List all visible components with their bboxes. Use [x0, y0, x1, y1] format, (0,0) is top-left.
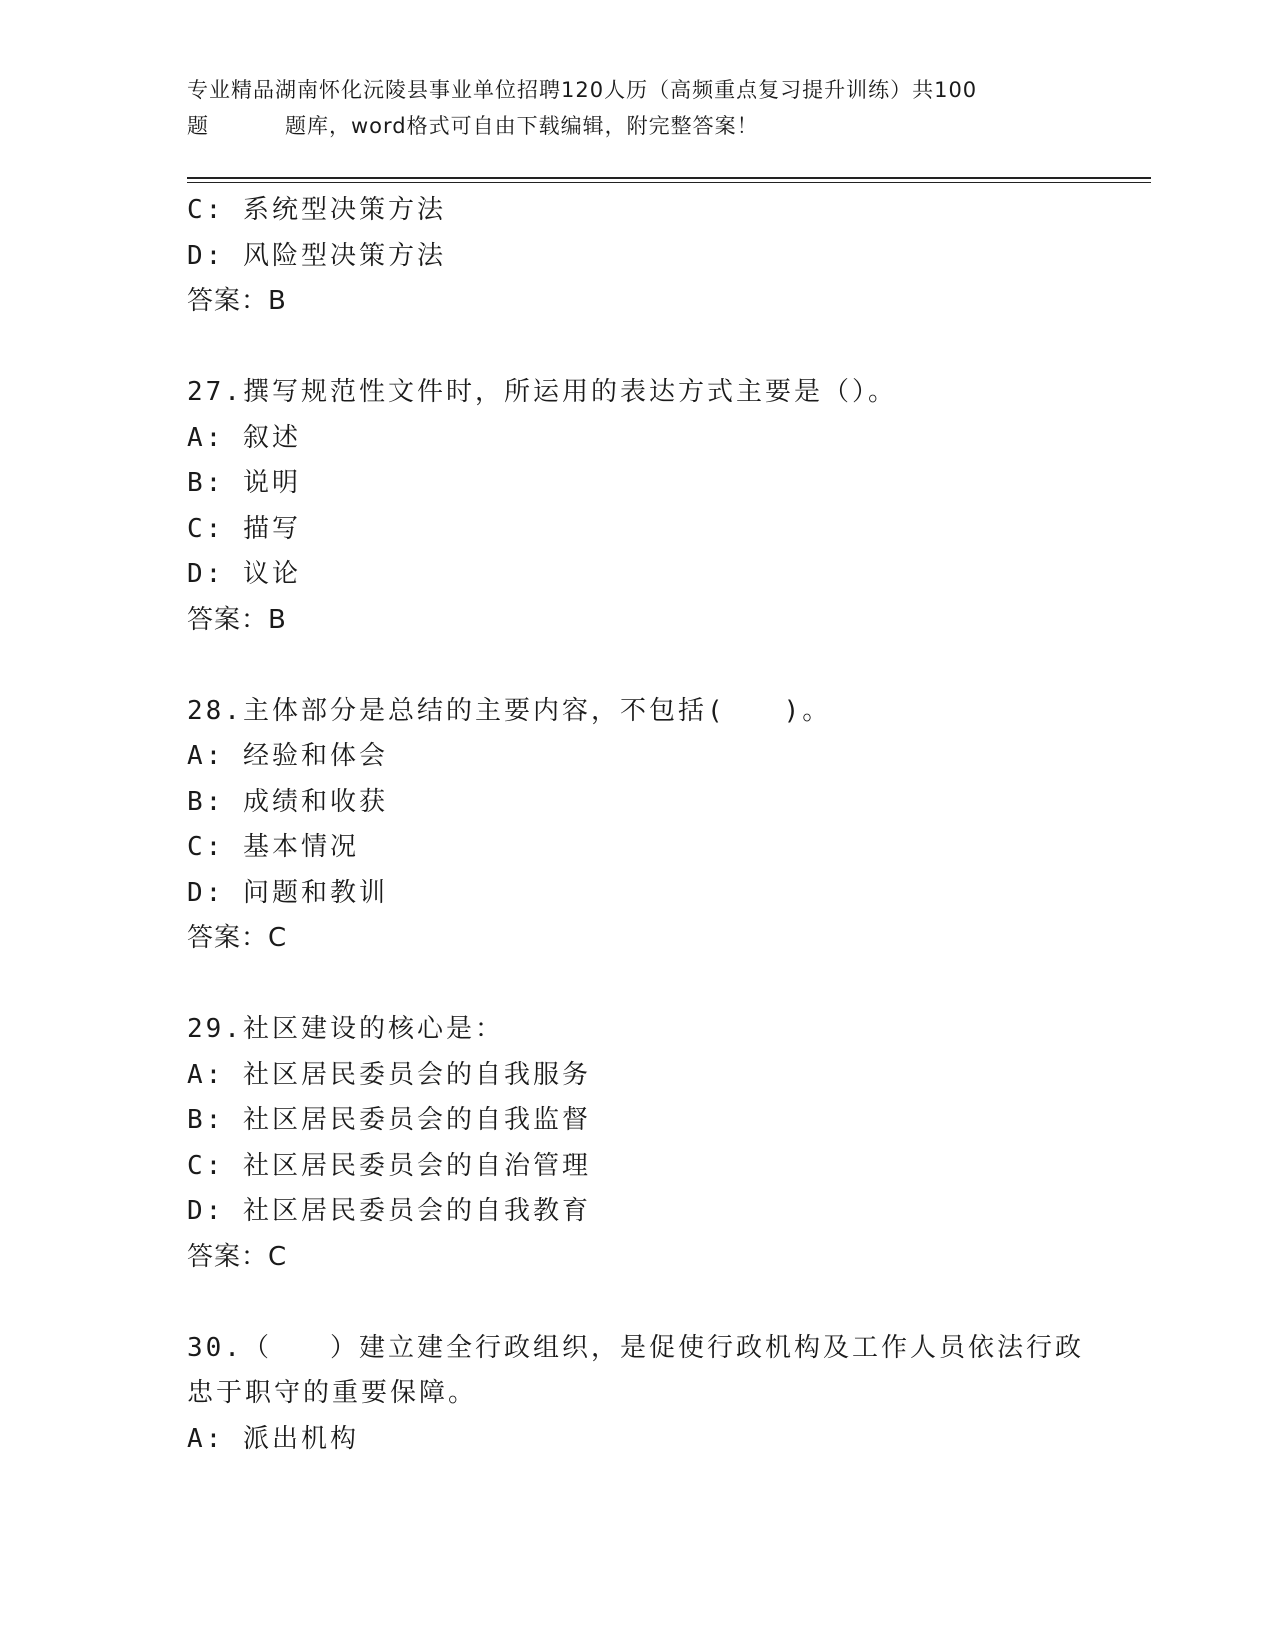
question-26-continuation [187, 188, 1087, 325]
question-stem: 28.主体部分是总结的主要内容，不包括( )。 [187, 695, 832, 726]
option-text: 描写 [242, 513, 301, 544]
option-text: 派出机构 [242, 1423, 359, 1454]
option-text: 议论 [242, 559, 301, 589]
option-text: 社区居民委员会的自我监督 [242, 1105, 591, 1135]
option-c [187, 1144, 1087, 1190]
answer-line: 答案：C [187, 923, 288, 953]
option-c [187, 188, 1087, 234]
option-label: A: [187, 741, 225, 771]
question-stem-line-1: 30.（ ）建立建全行政组织，是促使行政机构及工作人员依法行政 [187, 1332, 1084, 1363]
option-a [187, 1417, 1087, 1463]
option-text: 社区居民委员会的自治管理 [242, 1150, 591, 1181]
header-title-line-1: 专业精品湖南怀化沅陵县事业单位招聘120人历（高频重点复习提升训练）共100 [187, 78, 978, 102]
option-label: A: [187, 1059, 225, 1090]
option-label: D: [187, 559, 225, 589]
option-text: 问题和教训 [242, 877, 388, 908]
answer-line: 答案：B [187, 604, 287, 635]
option-label: B: [187, 786, 225, 817]
option-text: 风险型决策方法 [242, 240, 446, 271]
question-29 [187, 1007, 1087, 1280]
option-label: A: [187, 422, 225, 453]
answer-line: 答案：C [187, 1241, 288, 1272]
header-title-line-2 [187, 108, 1087, 144]
option-label: C: [187, 195, 225, 225]
option-label: C: [187, 1150, 225, 1181]
option-a [187, 416, 1087, 462]
option-d [187, 871, 1087, 917]
option-b [187, 780, 1087, 826]
header-rule-thin [187, 182, 1151, 183]
option-label: C: [187, 832, 225, 862]
question-28 [187, 689, 1087, 962]
option-label: D: [187, 240, 225, 271]
question-stem: 27.撰写规范性文件时，所运用的表达方式主要是（）。 [187, 377, 897, 407]
question-30 [187, 1326, 1087, 1463]
header-title-line-2-start: 题 [187, 114, 209, 138]
document-body [187, 188, 1087, 1462]
header-rule-thick [187, 177, 1151, 179]
option-label: D: [187, 1196, 225, 1226]
question-stem-line-2: 忠于职守的重要保障。 [187, 1378, 478, 1408]
option-label: D: [187, 877, 225, 908]
option-text: 成绩和收获 [242, 786, 388, 817]
option-b [187, 1098, 1087, 1144]
option-c [187, 507, 1087, 553]
header-title-line-2-rest: 题库，word格式可自由下载编辑，附完整答案！ [285, 114, 759, 138]
option-d [187, 1189, 1087, 1235]
option-text: 基本情况 [242, 832, 359, 862]
option-text: 说明 [242, 468, 301, 498]
question-27 [187, 370, 1087, 643]
option-d [187, 552, 1087, 598]
option-label: A: [187, 1423, 225, 1454]
option-text: 叙述 [242, 422, 301, 453]
option-label: B: [187, 468, 225, 498]
page-header [187, 72, 1087, 144]
option-a [187, 1053, 1087, 1099]
option-a [187, 734, 1087, 780]
option-text: 系统型决策方法 [242, 195, 446, 225]
option-text: 社区居民委员会的自我服务 [242, 1059, 591, 1090]
option-label: B: [187, 1105, 225, 1135]
option-text: 社区居民委员会的自我教育 [242, 1196, 591, 1226]
question-stem: 29.社区建设的核心是： [187, 1014, 504, 1044]
option-c [187, 825, 1087, 871]
option-d [187, 234, 1087, 280]
option-label: C: [187, 513, 225, 544]
answer-line: 答案：B [187, 286, 287, 316]
option-b [187, 461, 1087, 507]
option-text: 经验和体会 [242, 741, 388, 771]
